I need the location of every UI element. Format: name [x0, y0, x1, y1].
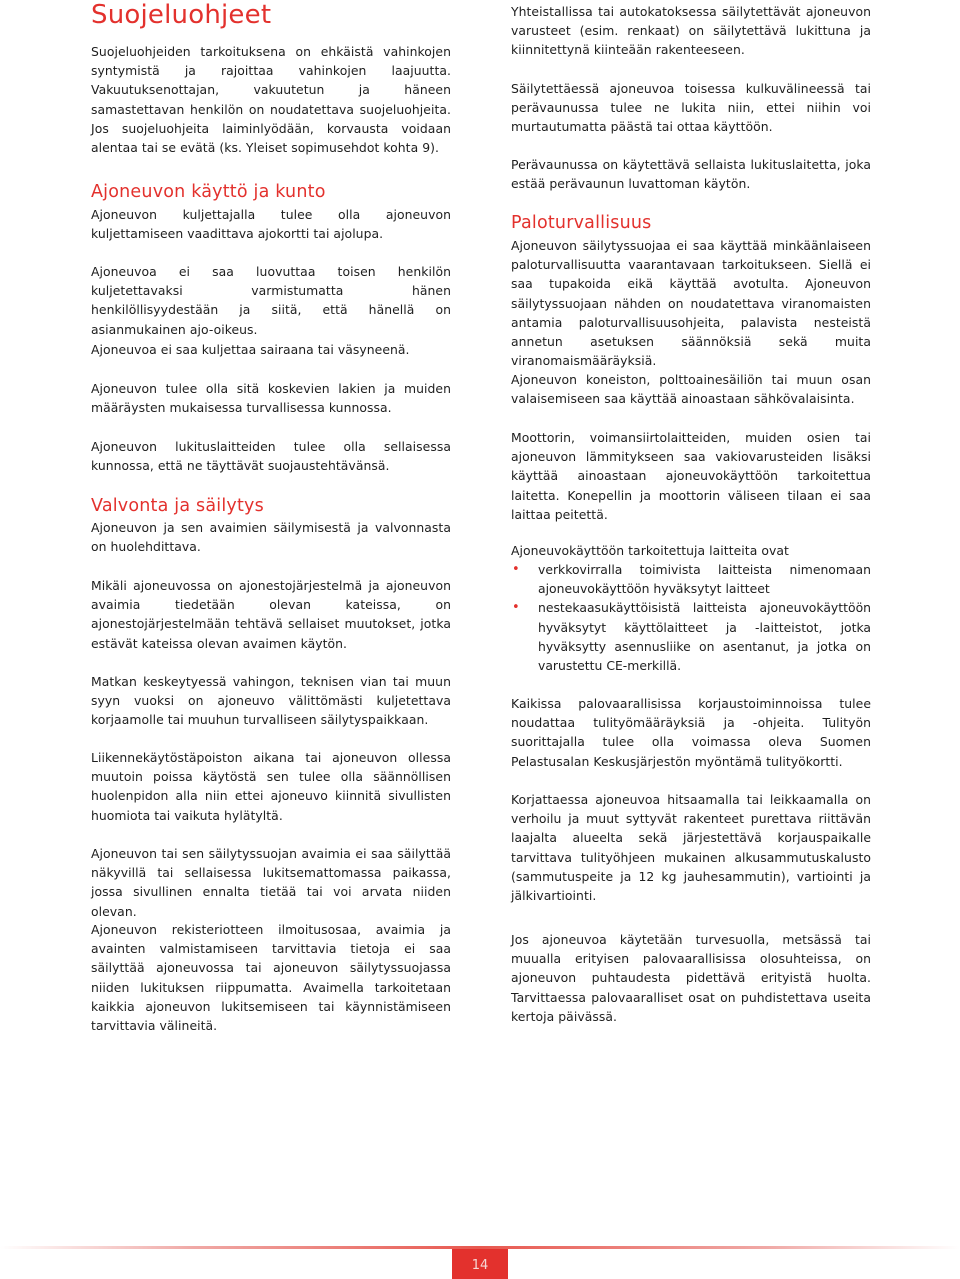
supervision-paragraph-1: Ajoneuvon ja sen avaimien säilymisestä ja valvonnasta on huolehdittava.: [91, 520, 451, 555]
intro-paragraph: Suojeluohjeiden tarkoituksena on ehkäistä vahinkojen syntymistä ja rajoittaa vahinkojen laajuutta. Vakuutuksenottajan, vakuutetun ja häneen samastettavan henkilön on noudatettava suojeluohjeita. Jos suojeluohjeita laiminlyödään, korvausta voidaan alentaa tai se evätä (ks. Yleiset sopimusehdot kohta 9).: [91, 44, 451, 156]
supervision-paragraph-6: Ajoneuvon rekisteriotteen ilmoitusosaa, avaimia ja avainten valmistamiseen tarvittavia tietoja ei saa säilyttää ajoneuvossa tai ajoneuvon säilytyssuojassa niiden lukituksen riippumatta. Avaimella tarkoitetaan kaikkia ajoneuvon lukitsemiseen tai käynnistämiseen tarvittavia välineitä.: [91, 922, 451, 1034]
fire-safety-paragraph-5: Kaikissa palovaarallisissa korjaustoiminnoissa tulee noudattaa tulityömääräyksiä ja -ohjeita. Tulityön suorittajalla tulee olla voimassa oleva Suomen Pelastusalan Keskusjärjestön myöntämä tulityökortti.: [511, 696, 871, 769]
fire-safety-paragraph-6: Korjattaessa ajoneuvoa hitsaamalla tai leikkaamalla on verhoilu ja muut syttyvät rakenteet purettava riittävän laajalta alueelta sekä järjestettävä korjauspaikalle tarvittava tulityöhjeen mukainen alkusammutuskalusto (sammutuspeite ja 12 kg jauhesammutin), vartiointi ja jälkivartiointi.: [511, 792, 871, 904]
storage-paragraph-3: Perävaunussa on käytettävä sellaista lukituslaitetta, joka estää perävaunun luvattoman käytön.: [511, 157, 871, 192]
list-item: • nestekaasukäyttöisistä laitteista ajoneuvokäyttöön hyväksytyt käyttölaitteet ja -laitteistot, jotka hyväksytty asennusliike on asentanut, ja jotka on varustettu CE-merkillä.: [512, 600, 871, 674]
device-list: [511, 560, 871, 675]
page-number-box: [452, 1249, 508, 1279]
fire-safety-paragraph-2: Ajoneuvon koneiston, polttoainesäiliön tai muun osan valaisemiseen saa käyttää ainoastaan sähkövalaisinta.: [511, 372, 871, 407]
supervision-paragraph-3: Matkan keskeytyessä vahingon, teknisen vian tai muun syyn vuoksi on ajoneuvo välittömästi kuljetettava korjaamolle tai muuhun turvalliseen säilytyspaikkaan.: [91, 674, 451, 728]
section-heading-fire-safety: Paloturvallisuus: [511, 213, 652, 233]
supervision-paragraph-2: Mikäli ajoneuvossa on ajonestojärjestelmä ja ajoneuvon avaimia tiedetään olevan kateissa, on ajonestojärjestelmään tehtävä sellaiset muutokset, jotka estävät kateissa olevan avaimen käytön.: [91, 578, 451, 651]
section-heading-supervision: Valvonta ja säilytys: [91, 496, 264, 516]
page-title: Suojeluohjeet: [91, 0, 272, 30]
vehicle-use-paragraph-1: Ajoneuvon kuljettajalla tulee olla ajoneuvon kuljettamiseen vaadittava ajokortti tai ajolupa.: [91, 207, 451, 242]
bullet-icon: •: [512, 600, 520, 616]
vehicle-use-paragraph-4: Ajoneuvon tulee olla sitä koskevien lakien ja muiden määräysten mukaisessa turvallisessa kunnossa.: [91, 381, 451, 416]
bullet-icon: •: [512, 562, 520, 577]
supervision-paragraph-5: Ajoneuvon tai sen säilytyssuojan avaimia ei saa säilyttää näkyvillä tai sellaisessa lukitsemattomassa paikassa, jossa sivullinen ennalta tietää tai voi arvata niiden olevan.: [91, 846, 451, 919]
vehicle-use-paragraph-3: Ajoneuvoa ei saa kuljettaa sairaana tai väsyneenä.: [91, 342, 410, 357]
fire-safety-paragraph-7: Jos ajoneuvoa käytetään turvesuolla, metsässä tai muualla erityisen palovaarallisissa olosuhteissa, on ajoneuvon puhtaudesta pidettävä erityistä huolta. Tarvittaessa palovaaralliset osat on puhdistettava useita kertoja päivässä.: [511, 932, 871, 1024]
fire-safety-paragraph-3: Moottorin, voimansiirtolaitteiden, muiden osien tai ajoneuvon lämmitykseen saa vakiovarusteiden lisäksi käyttää ainoastaan ajoneuvokäyttöön tarkoitettua laitetta. Konepellin ja moottorin väliseen tilaan ei saa laittaa peitettä.: [511, 430, 871, 522]
page-number: 14: [471, 1258, 489, 1273]
fire-safety-paragraph-4: Ajoneuvokäyttöön tarkoitettuja laitteita ovat: [511, 543, 789, 558]
list-item: • verkkovirralla toimivista laitteista nimenomaan ajoneuvokäyttöön hyväksytyt laitteet: [512, 562, 871, 597]
section-heading-vehicle-use: Ajoneuvon käyttö ja kunto: [91, 182, 326, 202]
fire-safety-paragraph-1: Ajoneuvon säilytyssuojaa ei saa käyttää minkäänlaiseen paloturvallisuutta vaarantavaan tarkoitukseen. Siellä ei saa tupakoida eikä käyttää avotulta. Ajoneuvon säilytyssuojaan nähden on noudatettava viranomaisten antamia paloturvallisuusohjeita, palavista nesteistä annetun asetuksen säännöksiä sekä muita viranomaismääräyksiä.: [511, 238, 871, 369]
vehicle-use-paragraph-5: Ajoneuvon lukituslaitteiden tulee olla sellaisessa kunnossa, että ne täyttävät suojaustehtävänsä.: [91, 439, 451, 474]
storage-paragraph-1: Yhteistallissa tai autokatoksessa säilytettävät ajoneuvon varusteet (esim. renkaat) on säilytettävä lukittuna ja kiinnitettynä kiinteään rakenteeseen.: [511, 4, 871, 58]
vehicle-use-paragraph-2: Ajoneuvoa ei saa luovuttaa toisen henkilön kuljetettavaksi varmistumatta hänen henkilöllisyydestään ja siitä, että hänellä on asianmukainen ajo-oikeus.: [91, 264, 451, 337]
supervision-paragraph-4: Liikennekäytöstäpoiston aikana tai ajoneuvon ollessa muutoin poissa käytöstä sen tulee olla säännöllisen huolenpidon alla niin ettei ajoneuvo kiinnitä sivullisten huomiota tai vaikuta hylätyltä.: [91, 750, 451, 823]
storage-paragraph-2: Säilytettäessä ajoneuvoa toisessa kulkuvälineessä tai perävaunussa tulee ne lukita niin, ettei niihin voi murtautumatta päästä tai ottaa käyttöön.: [511, 81, 871, 135]
